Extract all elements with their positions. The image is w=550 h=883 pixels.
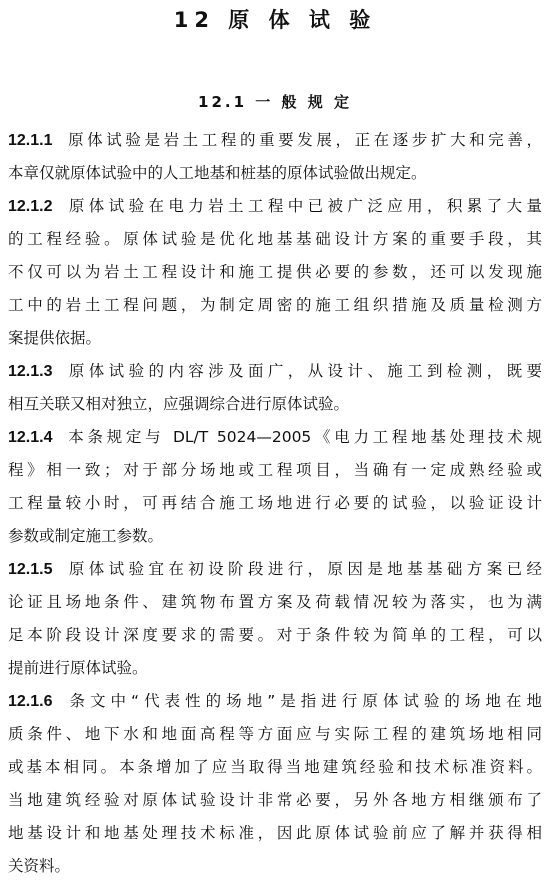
clause-12-1-3 [8,355,542,421]
clause-line: 相互关联又相对独立，应强调综合进行原体试验。 [8,395,350,413]
clause-first-line [8,190,542,223]
clause-line: 本章仅就原体试验中的人工地基和桩基的原体试验做出规定。 [8,164,427,182]
clause-12-1-4 [8,421,542,553]
clause-line: 提前进行原体试验。 [8,659,148,677]
clause-line: 当地建筑经验对原体试验设计非常必要，另外各地方相继颁布了 [8,791,542,809]
clause-number: 12.1.2 [8,198,53,215]
clause-text: 原体试验宜在初设阶段进行，原因是地基基础方案已经 [64,560,542,578]
clause-number: 12.1.1 [8,132,53,149]
clause-line: 论证且场地条件、建筑物布置方案及荷载情况较为落实，也为满 [8,593,542,611]
clause-first-line [8,553,542,586]
clause-text: 条文中“代表性的场地”是指进行原体试验的场地在地 [64,692,542,710]
clause-12-1-6 [8,685,542,883]
clause-line: 工中的岩土工程问题，为制定周密的施工组织措施及质量检测方 [8,296,542,314]
clause-first-line [8,421,542,454]
clause-line: 案提供依据。 [8,329,102,347]
chapter-title: 12 原 体 试 验 [173,8,377,32]
clause-12-1-2 [8,190,542,355]
clause-line: 程》相一致；对于部分场地或工程项目，当确有一定成熟经验或 [8,461,542,479]
clause-line: 足本阶段设计深度要求的需要。对于条件较为简单的工程，可以 [8,626,542,644]
section-title: 12.1 一 般 规 定 [198,93,352,111]
clause-number: 12.1.6 [8,693,53,710]
clause-text: 原体试验是岩土工程的重要发展，正在逐步扩大和完善， [64,131,542,149]
clause-line: 工程量较小时，可再结合施工场地进行必要的试验，以验证设计 [8,494,542,512]
clause-first-line [8,685,542,718]
clause-number: 12.1.4 [8,429,53,446]
clause-line: 不仅可以为岩土工程设计和施工提供必要的参数，还可以发现施 [8,263,542,281]
clause-line: 质条件、地下水和地面高程等方面应与实际工程的建筑场地相同 [8,725,542,743]
clause-number: 12.1.3 [8,363,53,380]
clause-first-line [8,355,542,388]
clause-text: 原体试验在电力岩土工程中已被广泛应用，积累了大量 [64,197,542,215]
clause-text: 本条规定与 DL/T 5024—2005《电力工程地基处理技术规 [64,428,542,446]
clause-12-1-5 [8,553,542,685]
clause-12-1-1 [8,124,542,190]
clause-line: 关资料。 [8,857,71,875]
clause-line: 或基本相同。本条增加了应当取得当地建筑经验和技术标准资料。 [8,758,542,776]
clause-text: 原体试验的内容涉及面广，从设计、施工到检测，既要 [64,362,542,380]
clause-line: 地基设计和地基处理技术标准，因此原体试验前应了解并获得相 [8,824,542,842]
document-body [8,124,542,883]
clause-number: 12.1.5 [8,561,53,578]
clause-line: 参数或制定施工参数。 [8,527,164,545]
clause-first-line [8,124,542,157]
clause-line: 的工程经验。原体试验是优化地基基础设计方案的重要手段，其 [8,230,542,248]
